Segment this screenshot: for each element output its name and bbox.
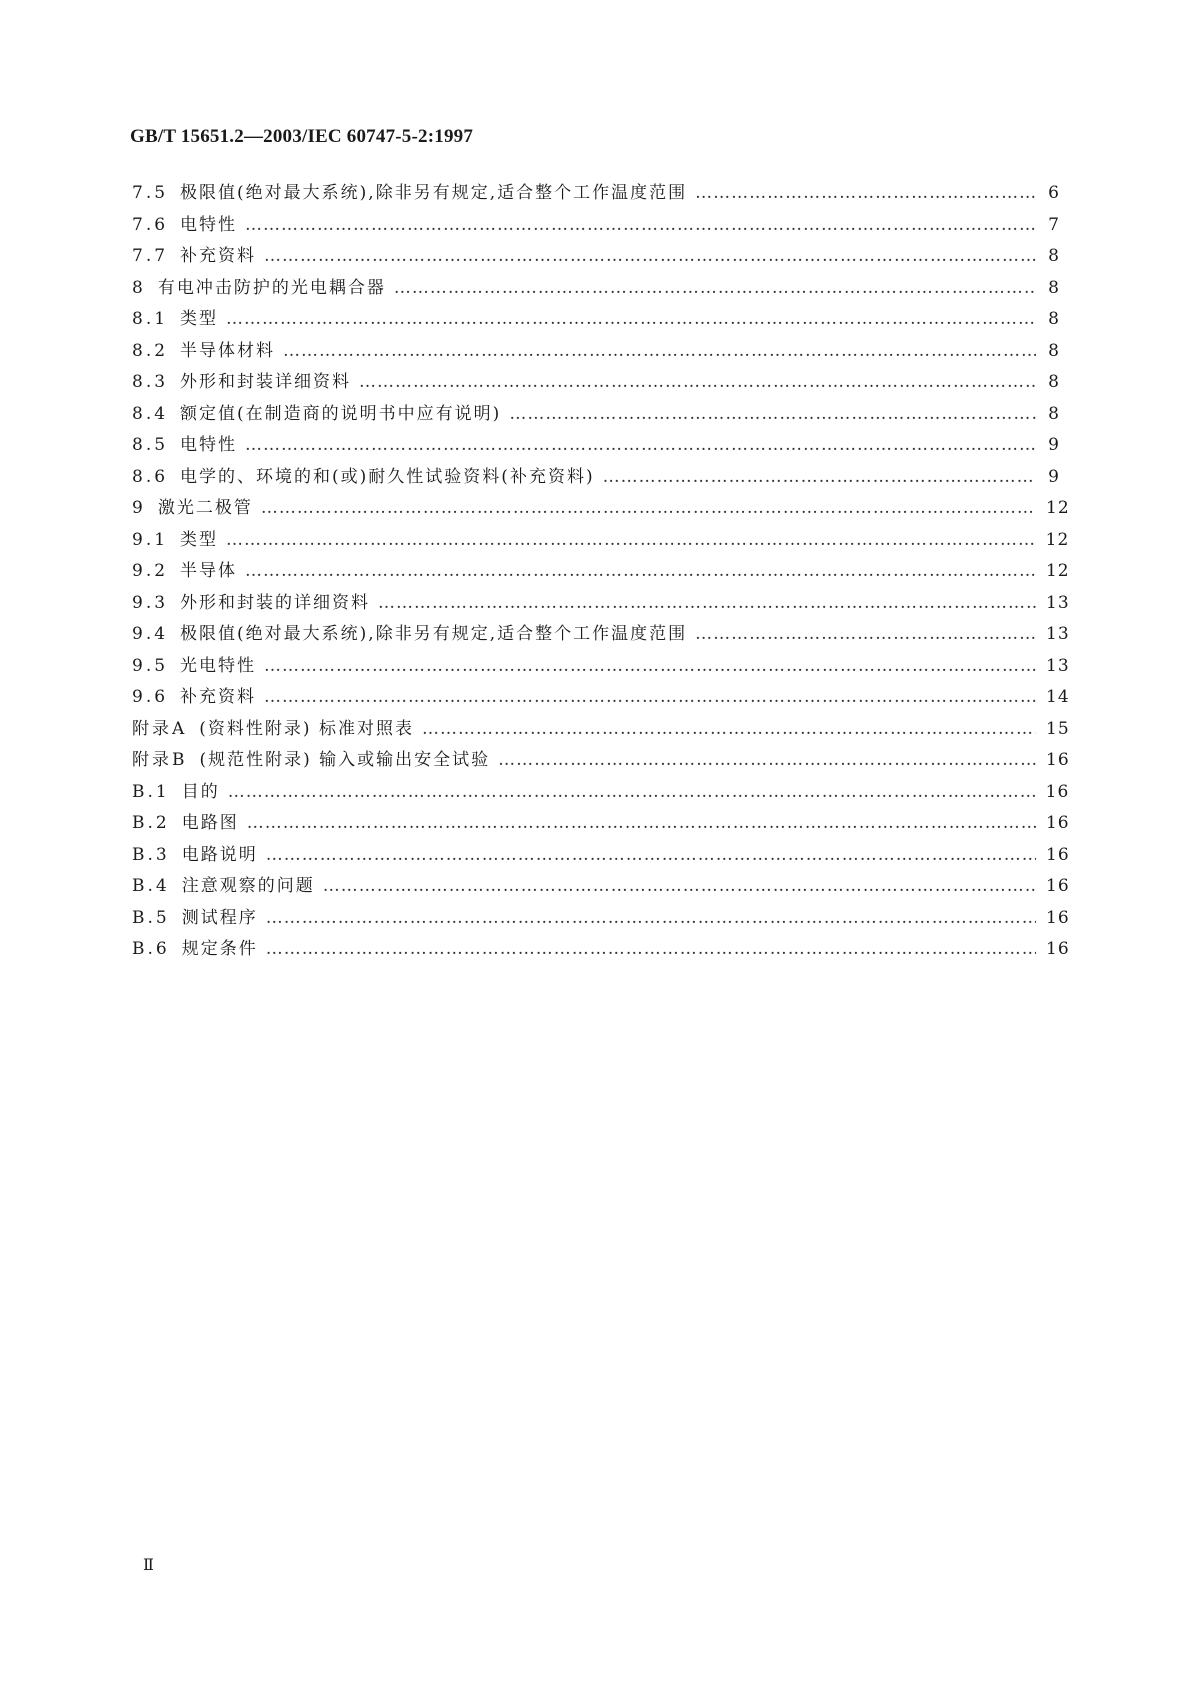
toc-entry-page: 8 xyxy=(1048,340,1060,361)
toc-dot-leader xyxy=(264,682,1036,714)
toc-dot-leader xyxy=(695,178,1036,210)
toc-entry-number: B.5 xyxy=(132,907,170,928)
toc-dot-leader xyxy=(247,808,1036,840)
toc-dot-leader xyxy=(245,430,1036,462)
toc-dot-leader xyxy=(498,745,1036,777)
toc-entry-number: B.6 xyxy=(132,939,170,959)
toc-entry-title: 有电冲击防护的光电耦合器 xyxy=(157,277,386,298)
toc-entry[interactable] xyxy=(132,525,1070,557)
toc-entry[interactable] xyxy=(132,934,1070,966)
toc-entry-number: 附录B xyxy=(132,750,188,770)
toc-entry-page: 16 xyxy=(1046,750,1070,770)
toc-entry[interactable] xyxy=(132,430,1060,462)
toc-entry-page: 16 xyxy=(1046,907,1070,928)
toc-entry[interactable] xyxy=(132,588,1070,620)
toc-entry-title: 类型 xyxy=(180,529,219,550)
toc-entry-title: 目的 xyxy=(181,781,220,802)
toc-entry[interactable] xyxy=(132,178,1060,210)
toc-entry-page: 8 xyxy=(1048,309,1060,329)
toc-entry-page: 8 xyxy=(1048,246,1060,266)
toc-entry-title: 电特性 xyxy=(180,214,238,235)
toc-entry[interactable] xyxy=(132,273,1060,305)
toc-entry-appendix[interactable] xyxy=(132,714,1070,746)
toc-entry[interactable] xyxy=(132,556,1070,588)
toc-entry-number: 8 xyxy=(132,277,146,298)
toc-entry-number: 8.6 xyxy=(132,466,169,487)
toc-entry-number: B.4 xyxy=(132,876,170,896)
standard-code-header xyxy=(130,126,473,148)
toc-entry-page: 8 xyxy=(1048,372,1060,392)
toc-entry-title: 电路图 xyxy=(181,813,239,833)
toc-entry-page: 8 xyxy=(1048,403,1060,424)
toc-entry-title: 电路说明 xyxy=(181,844,258,865)
toc-entry-title: 类型 xyxy=(180,309,219,329)
toc-entry[interactable] xyxy=(132,336,1060,368)
toc-entry-title: 规定条件 xyxy=(181,939,258,959)
toc-entry[interactable] xyxy=(132,651,1070,683)
toc-entry[interactable] xyxy=(132,304,1060,336)
toc-entry-number: 9 xyxy=(132,498,146,518)
toc-entry-number: 8.4 xyxy=(132,403,169,424)
toc-entry-title: 外形和封装详细资料 xyxy=(180,372,352,392)
page-number-footer: Ⅱ xyxy=(143,1555,154,1574)
toc-entry-title: 额定值(在制造商的说明书中应有说明) xyxy=(180,403,502,424)
toc-entry[interactable] xyxy=(132,399,1060,431)
toc-entry-title: 电特性 xyxy=(180,435,238,455)
toc-entry-number: 9.5 xyxy=(132,655,169,676)
toc-entry-number: 9.4 xyxy=(132,624,169,644)
toc-dot-leader xyxy=(266,903,1036,935)
toc-entry[interactable] xyxy=(132,367,1060,399)
toc-entry-page: 6 xyxy=(1048,183,1060,203)
toc-entry-title: 注意观察的问题 xyxy=(181,876,315,896)
toc-entry[interactable] xyxy=(132,241,1060,273)
toc-entry[interactable] xyxy=(132,210,1060,242)
toc-entry-page: 12 xyxy=(1045,529,1070,550)
toc-dot-leader xyxy=(359,367,1036,399)
toc-dot-leader xyxy=(266,840,1036,872)
toc-entry-page: 16 xyxy=(1046,844,1070,865)
toc-dot-leader xyxy=(266,934,1036,966)
toc-dot-leader xyxy=(226,525,1036,557)
toc-entry[interactable] xyxy=(132,493,1070,525)
toc-entry-number: 9.3 xyxy=(132,592,169,613)
toc-entry-page: 16 xyxy=(1046,939,1070,959)
toc-entry[interactable] xyxy=(132,871,1070,903)
toc-entry[interactable] xyxy=(132,808,1070,840)
toc-dot-leader xyxy=(245,556,1036,588)
toc-dot-leader xyxy=(228,777,1036,809)
toc-entry-title: 测试程序 xyxy=(181,907,258,928)
toc-dot-leader xyxy=(394,273,1036,305)
toc-dot-leader xyxy=(378,588,1036,620)
standard-code: GB/T 15651.2—2003/IEC 60747-5-2:1997 xyxy=(130,126,474,147)
toc-entry-number: B.3 xyxy=(132,844,170,865)
toc-entry-number: 9.2 xyxy=(132,561,169,581)
toc-entry-title: 极限值(绝对最大系统),除非另有规定,适合整个工作温度范围 xyxy=(180,624,688,644)
toc-entry-number: 7.5 xyxy=(132,183,169,203)
toc-entry[interactable] xyxy=(132,903,1070,935)
toc-dot-leader xyxy=(264,651,1036,683)
toc-entry-title: (规范性附录) 输入或输出安全试验 xyxy=(199,750,491,770)
toc-entry[interactable] xyxy=(132,682,1070,714)
toc-dot-leader xyxy=(264,241,1036,273)
toc-dot-leader xyxy=(695,619,1036,651)
toc-entry-page: 16 xyxy=(1046,876,1070,896)
toc-entry[interactable] xyxy=(132,777,1070,809)
toc-entry-appendix[interactable] xyxy=(132,745,1070,777)
toc-entry-number: 7.7 xyxy=(132,246,169,266)
toc-dot-leader xyxy=(226,304,1036,336)
toc-entry-page: 16 xyxy=(1045,781,1070,802)
toc-entry-title: 电学的、环境的和(或)耐久性试验资料(补充资料) xyxy=(180,466,595,487)
toc-entry-page: 9 xyxy=(1048,435,1060,455)
toc-entry-title: (资料性附录) 标准对照表 xyxy=(199,718,414,739)
toc-entry-page: 13 xyxy=(1046,655,1070,676)
toc-entry-page: 16 xyxy=(1045,813,1070,833)
table-of-contents xyxy=(132,178,1070,966)
toc-dot-leader xyxy=(283,336,1036,368)
toc-entry-title: 激光二极管 xyxy=(157,498,253,518)
toc-entry-page: 15 xyxy=(1046,718,1070,739)
toc-entry-title: 光电特性 xyxy=(180,655,257,676)
toc-entry-number: 8.2 xyxy=(132,340,169,361)
toc-dot-leader xyxy=(603,462,1036,494)
toc-entry-number: 附录A xyxy=(132,718,188,739)
toc-dot-leader xyxy=(509,399,1036,431)
toc-dot-leader xyxy=(245,210,1036,242)
toc-entry-page: 8 xyxy=(1048,277,1060,298)
toc-entry-number: 8.5 xyxy=(132,435,169,455)
toc-entry-title: 外形和封装的详细资料 xyxy=(180,592,371,613)
toc-entry-number: B.1 xyxy=(132,781,170,802)
toc-entry[interactable] xyxy=(132,462,1060,494)
toc-dot-leader xyxy=(422,714,1036,746)
toc-entry-title: 半导体材料 xyxy=(180,340,276,361)
toc-dot-leader xyxy=(261,493,1036,525)
toc-entry-page: 12 xyxy=(1045,561,1070,581)
toc-entry-page: 14 xyxy=(1046,687,1070,707)
toc-entry-title: 补充资料 xyxy=(180,687,257,707)
toc-entry-title: 极限值(绝对最大系统),除非另有规定,适合整个工作温度范围 xyxy=(180,183,688,203)
toc-entry-page: 13 xyxy=(1046,624,1070,644)
toc-entry-title: 半导体 xyxy=(180,561,238,581)
toc-entry-page: 9 xyxy=(1048,466,1060,487)
toc-entry[interactable] xyxy=(132,840,1070,872)
toc-entry-page: 7 xyxy=(1048,214,1060,235)
toc-entry[interactable] xyxy=(132,619,1070,651)
toc-entry-number: 8.1 xyxy=(132,309,169,329)
toc-entry-number: 9.6 xyxy=(132,687,169,707)
toc-entry-page: 13 xyxy=(1046,592,1070,613)
toc-entry-number: B.2 xyxy=(132,813,170,833)
toc-entry-number: 9.1 xyxy=(132,529,169,550)
toc-dot-leader xyxy=(323,871,1036,903)
toc-entry-number: 8.3 xyxy=(132,372,169,392)
toc-entry-page: 12 xyxy=(1046,498,1070,518)
toc-entry-number: 7.6 xyxy=(132,214,169,235)
toc-entry-title: 补充资料 xyxy=(180,246,257,266)
